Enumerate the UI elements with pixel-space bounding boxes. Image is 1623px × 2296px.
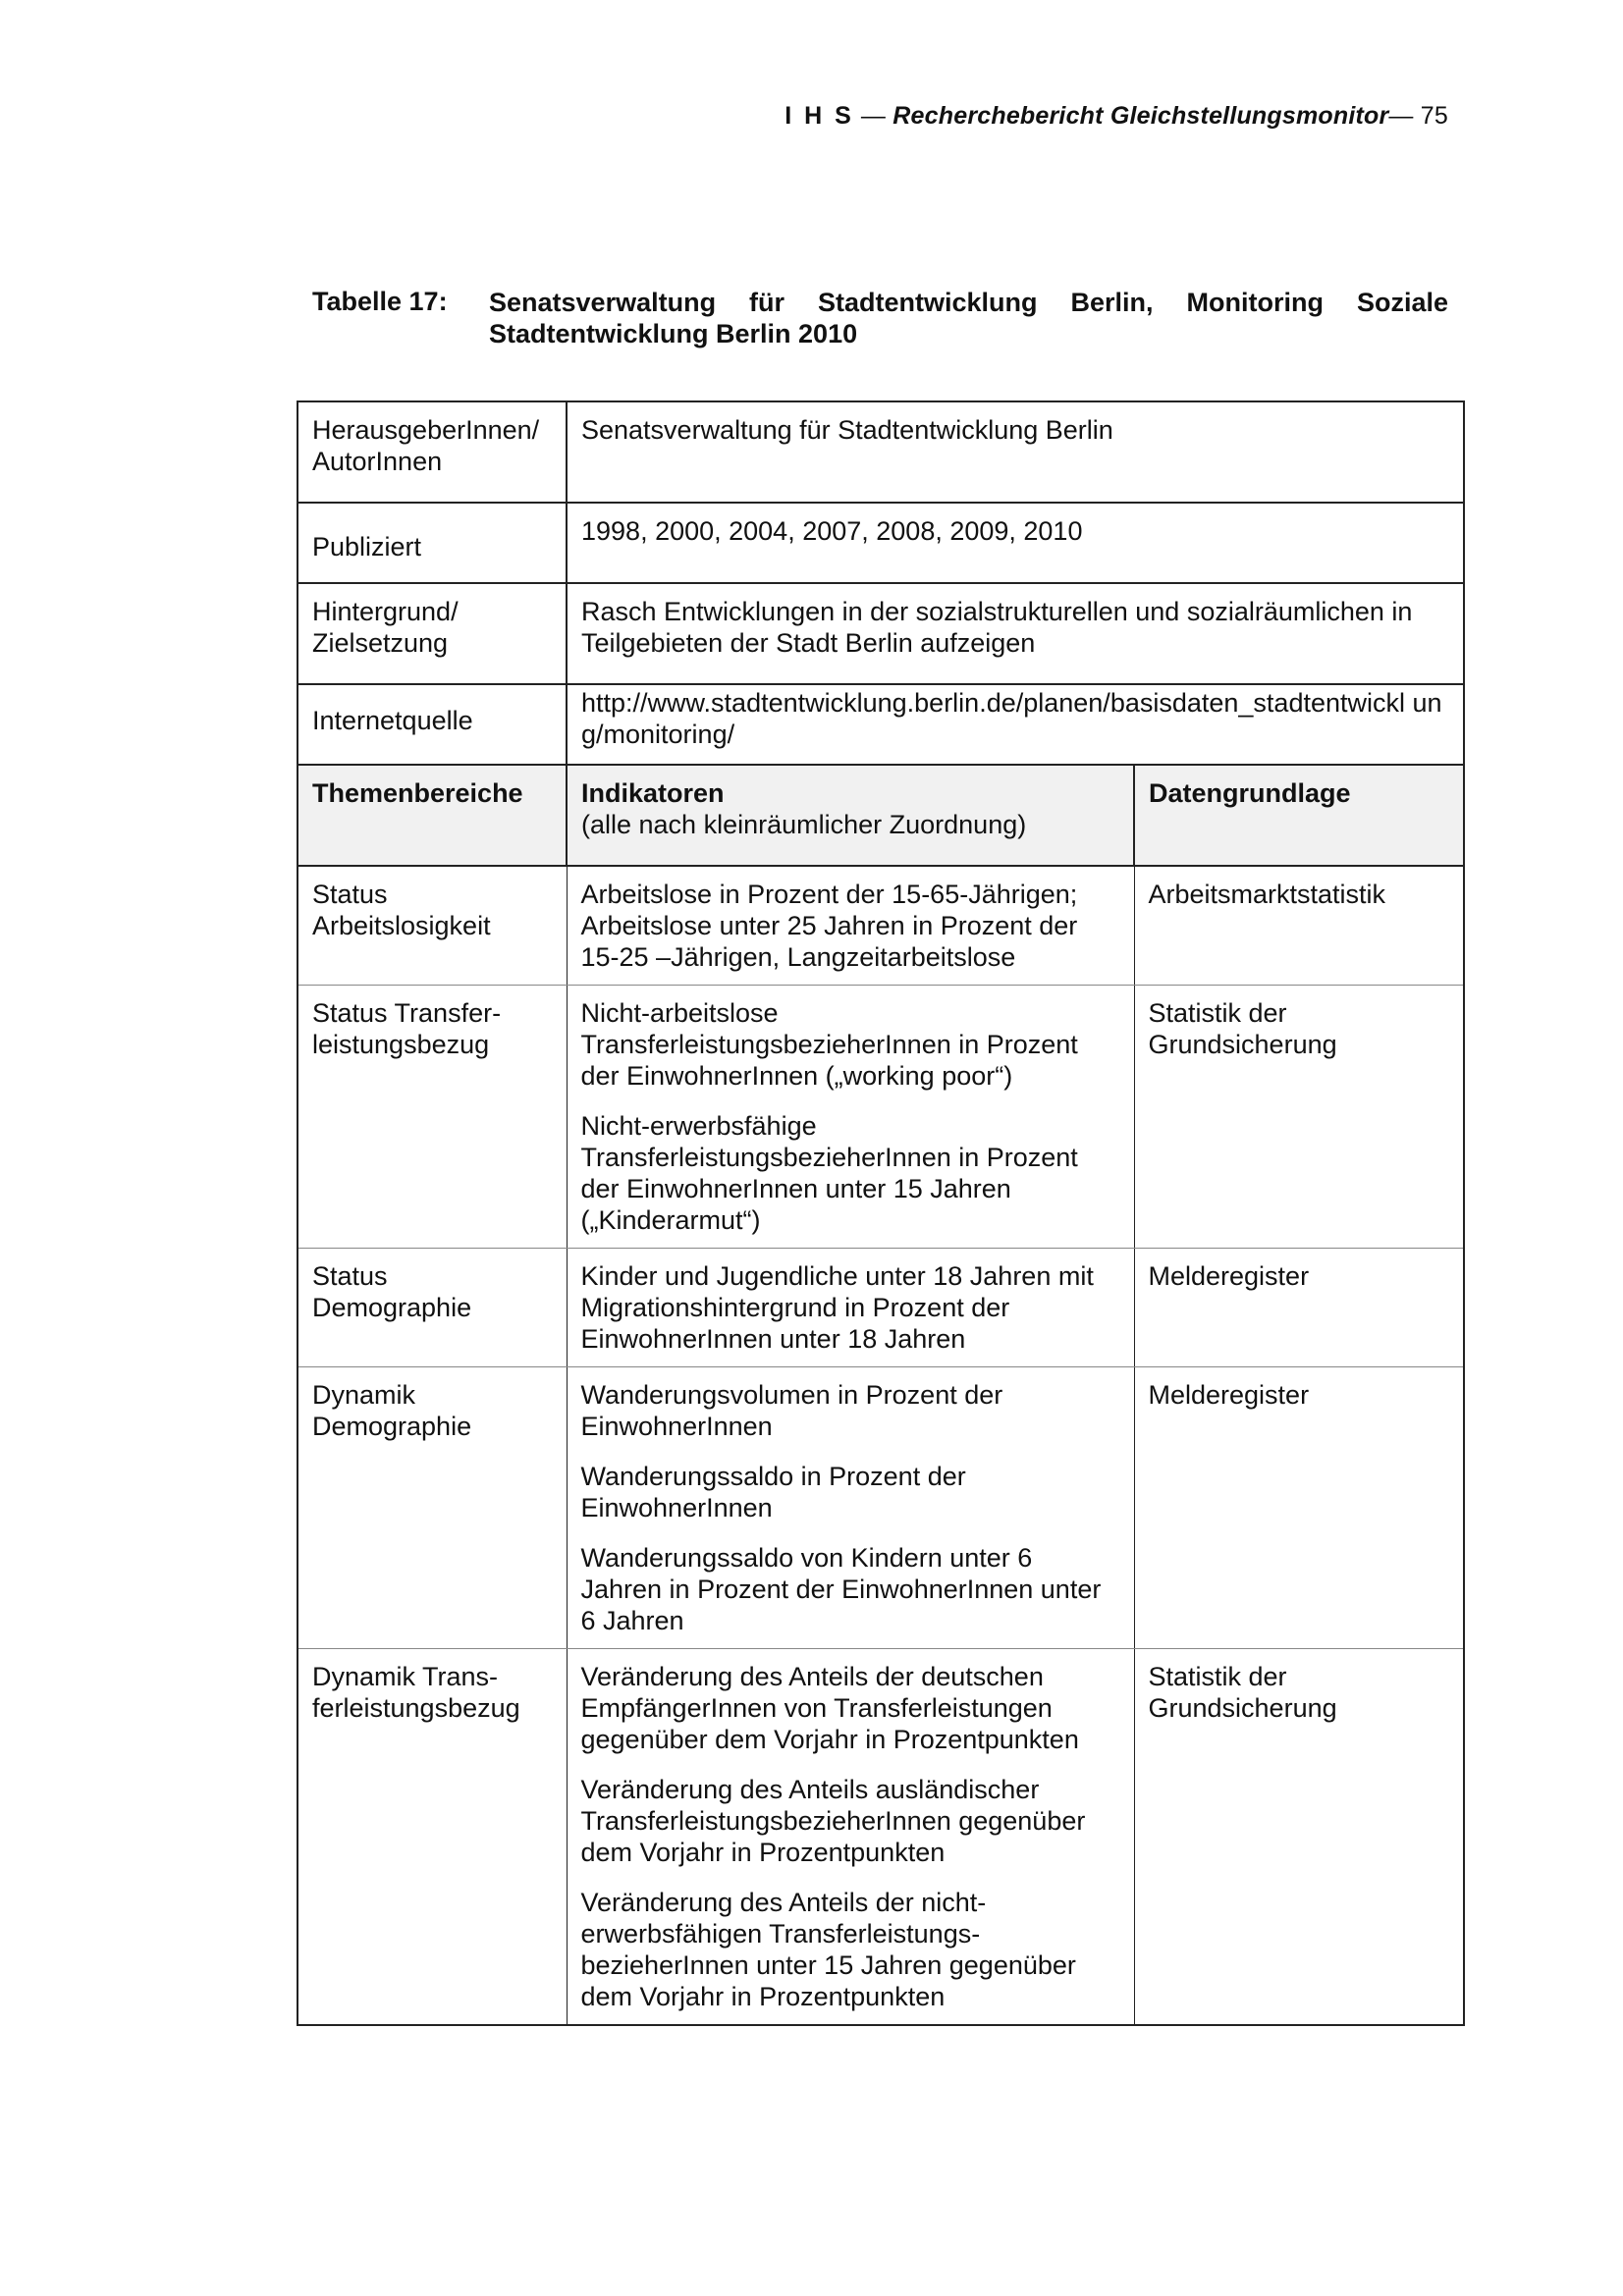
- meta-value: 1998, 2000, 2004, 2007, 2008, 2009, 2010: [567, 503, 1464, 583]
- column-header-source: Datengrundlage: [1134, 765, 1464, 866]
- topic-cell: Status Demographie: [298, 1249, 567, 1367]
- indicator-text: Veränderung des Anteils der nicht-erwerbsfähigen Transferleistungs-bezieherInnen unter 15 Jahren gegenüber dem Vorjahr in Prozentpunkten: [580, 1888, 1076, 2011]
- indicator-cell: [567, 866, 1134, 986]
- meta-label: Hintergrund/ Zielsetzung: [298, 583, 567, 684]
- meta-label: HerausgeberInnen/ AutorInnen: [298, 401, 567, 503]
- meta-row-authors: [298, 401, 1464, 503]
- column-header-topics: Themenbereiche: [298, 765, 567, 866]
- indicator-text: Veränderung des Anteils der deutschen EmpfängerInnen von Transferleistungen gegenüber dem Vorjahr in Prozentpunkten: [580, 1662, 1079, 1754]
- meta-label: Publiziert: [298, 503, 567, 583]
- table-row: [298, 1249, 1464, 1367]
- caption-text: Senatsverwaltung für Stadtentwicklung Berlin, Monitoring Soziale Stadtentwicklung Berlin 2010: [489, 288, 1448, 348]
- indicator-text: Wanderungssaldo von Kindern unter 6 Jahren in Prozent der EinwohnerInnen unter 6 Jahren: [580, 1543, 1102, 1635]
- table-row: [298, 866, 1464, 986]
- topic-cell: Dynamik Trans-ferleistungsbezug: [298, 1649, 567, 2026]
- indicator-text: Kinder und Jugendliche unter 18 Jahren mit Migrationshintergrund in Prozent der EinwohnerInnen unter 18 Jahren: [580, 1261, 1094, 1354]
- indicator-text: Arbeitslose in Prozent der 15-65-Jährigen; Arbeitslose unter 25 Jahren in Prozent der 15-25 –Jährigen, Langzeitarbeitslose: [580, 880, 1078, 972]
- meta-row-goal: [298, 583, 1464, 684]
- source-cell: Statistik der Grundsicherung: [1134, 986, 1464, 1249]
- caption-label: Tabelle 17:: [312, 287, 448, 316]
- indicator-cell: [567, 1249, 1134, 1367]
- meta-value: Rasch Entwicklungen in der sozialstrukturellen und sozialräumlichen in Teilgebieten der Stadt Berlin aufzeigen: [567, 583, 1464, 684]
- indicators-title: Indikatoren: [581, 778, 725, 808]
- header-title: Recherchebericht Gleichstellungsmonitor: [893, 102, 1389, 130]
- table-row: [298, 1367, 1464, 1649]
- topic-cell: Status Transfer-leistungsbezug: [298, 986, 567, 1249]
- running-header: [784, 102, 1448, 131]
- source-cell: Arbeitsmarktstatistik: [1134, 866, 1464, 986]
- indicator-cell: [567, 1367, 1134, 1649]
- topic-cell: Status Arbeitslosigkeit: [298, 866, 567, 986]
- meta-label: Internetquelle: [298, 684, 567, 765]
- source-cell: Melderegister: [1134, 1249, 1464, 1367]
- data-table: [297, 400, 1465, 2026]
- meta-value: Senatsverwaltung für Stadtentwicklung Berlin: [567, 401, 1464, 503]
- column-header-indicators: [567, 765, 1134, 866]
- indicator-text: Nicht-erwerbsfähige TransferleistungsbezieherInnen in Prozent der EinwohnerInnen unter 15 Jahren („Kinderarmut“): [580, 1111, 1078, 1235]
- indicator-text: Veränderung des Anteils ausländischer TransferleistungsbezieherInnen gegenüber dem Vorjahr in Prozentpunkten: [580, 1775, 1086, 1867]
- topic-cell: Dynamik Demographie: [298, 1367, 567, 1649]
- table-row: [298, 1649, 1464, 2026]
- page-number: 75: [1420, 102, 1448, 130]
- header-separator: —: [853, 102, 893, 130]
- indicators-subtitle: (alle nach kleinräumlicher Zuordnung): [581, 810, 1027, 839]
- source-cell: Statistik der Grundsicherung: [1134, 1649, 1464, 2026]
- indicator-cell: [567, 986, 1134, 1249]
- indicator-text: Nicht-arbeitslose TransferleistungsbezieherInnen in Prozent der EinwohnerInnen („working poor“): [580, 998, 1078, 1091]
- indicator-text: Wanderungssaldo in Prozent der EinwohnerInnen: [580, 1462, 966, 1522]
- table-row: [298, 986, 1464, 1249]
- source-cell: Melderegister: [1134, 1367, 1464, 1649]
- meta-value-url: http://www.stadtentwicklung.berlin.de/planen/basisdaten_stadtentwickl ung/monitoring/: [567, 684, 1464, 765]
- header-org: I H S: [784, 102, 854, 130]
- indicator-text: Wanderungsvolumen in Prozent der EinwohnerInnen: [580, 1380, 1003, 1441]
- indicator-cell: [567, 1649, 1134, 2026]
- meta-row-published: [298, 503, 1464, 583]
- column-header-row: [298, 765, 1464, 866]
- meta-row-source-url: [298, 684, 1464, 765]
- header-separator-2: —: [1388, 102, 1421, 130]
